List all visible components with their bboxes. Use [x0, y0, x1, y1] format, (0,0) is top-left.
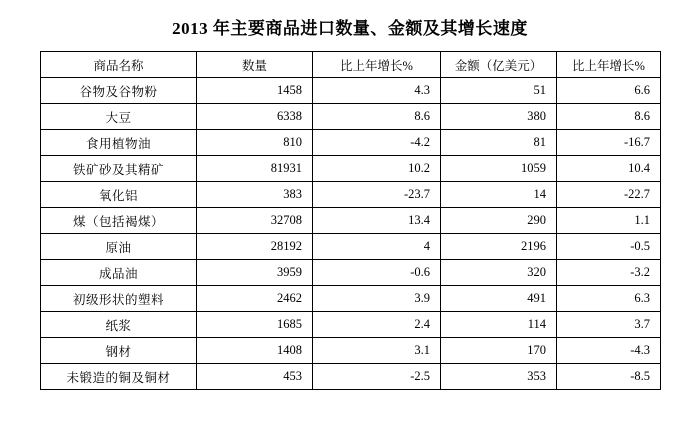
cell-quantity-growth: 2.4	[313, 312, 441, 338]
cell-amount: 81	[441, 130, 557, 156]
table-header	[41, 52, 661, 78]
table-row	[41, 260, 661, 286]
cell-quantity: 453	[197, 364, 313, 390]
table-row	[41, 130, 661, 156]
cell-quantity-growth: -2.5	[313, 364, 441, 390]
cell-quantity: 383	[197, 182, 313, 208]
table-container	[0, 51, 700, 390]
cell-goods-name: 钢材	[41, 338, 197, 364]
cell-quantity: 1408	[197, 338, 313, 364]
cell-goods-name: 谷物及谷物粉	[41, 78, 197, 104]
cell-amount: 380	[441, 104, 557, 130]
cell-quantity-growth: -23.7	[313, 182, 441, 208]
table-row	[41, 156, 661, 182]
cell-amount: 14	[441, 182, 557, 208]
cell-quantity-growth: -4.2	[313, 130, 441, 156]
cell-amount-growth: 6.3	[557, 286, 661, 312]
cell-amount: 1059	[441, 156, 557, 182]
column-header-amount-growth: 比上年增长%	[557, 52, 661, 78]
cell-quantity-growth: 4.3	[313, 78, 441, 104]
cell-amount: 353	[441, 364, 557, 390]
table-row	[41, 208, 661, 234]
cell-quantity: 810	[197, 130, 313, 156]
cell-quantity: 3959	[197, 260, 313, 286]
table-row	[41, 104, 661, 130]
cell-amount-growth: 6.6	[557, 78, 661, 104]
cell-goods-name: 未锻造的铜及铜材	[41, 364, 197, 390]
cell-amount-growth: 1.1	[557, 208, 661, 234]
table-header-row	[41, 52, 661, 78]
cell-amount-growth: -4.3	[557, 338, 661, 364]
cell-quantity: 6338	[197, 104, 313, 130]
cell-quantity: 32708	[197, 208, 313, 234]
cell-amount-growth: -0.5	[557, 234, 661, 260]
cell-quantity: 28192	[197, 234, 313, 260]
cell-quantity-growth: 10.2	[313, 156, 441, 182]
cell-quantity-growth: -0.6	[313, 260, 441, 286]
cell-amount-growth: 8.6	[557, 104, 661, 130]
cell-amount: 320	[441, 260, 557, 286]
cell-goods-name: 煤（包括褐煤）	[41, 208, 197, 234]
cell-quantity-growth: 3.9	[313, 286, 441, 312]
cell-quantity-growth: 13.4	[313, 208, 441, 234]
table-row	[41, 286, 661, 312]
cell-amount-growth: 10.4	[557, 156, 661, 182]
cell-amount: 51	[441, 78, 557, 104]
table-row	[41, 234, 661, 260]
cell-goods-name: 氧化铝	[41, 182, 197, 208]
cell-quantity: 2462	[197, 286, 313, 312]
column-header-amount: 金额（亿美元）	[441, 52, 557, 78]
cell-amount-growth: -3.2	[557, 260, 661, 286]
cell-goods-name: 原油	[41, 234, 197, 260]
table-row	[41, 312, 661, 338]
cell-goods-name: 食用植物油	[41, 130, 197, 156]
table-body	[41, 78, 661, 390]
cell-quantity-growth: 4	[313, 234, 441, 260]
cell-amount-growth: -16.7	[557, 130, 661, 156]
cell-goods-name: 铁矿砂及其精矿	[41, 156, 197, 182]
table-row	[41, 182, 661, 208]
table-row	[41, 338, 661, 364]
cell-amount: 2196	[441, 234, 557, 260]
import-goods-table	[40, 51, 661, 390]
table-row	[41, 78, 661, 104]
page-title: 2013 年主要商品进口数量、金额及其增长速度	[172, 19, 528, 38]
cell-goods-name: 纸浆	[41, 312, 197, 338]
cell-goods-name: 大豆	[41, 104, 197, 130]
cell-quantity: 1685	[197, 312, 313, 338]
cell-quantity-growth: 3.1	[313, 338, 441, 364]
column-header-goods-name: 商品名称	[41, 52, 197, 78]
cell-amount-growth: -22.7	[557, 182, 661, 208]
table-row	[41, 364, 661, 390]
cell-quantity-growth: 8.6	[313, 104, 441, 130]
cell-quantity: 81931	[197, 156, 313, 182]
cell-quantity: 1458	[197, 78, 313, 104]
column-header-quantity-growth: 比上年增长%	[313, 52, 441, 78]
cell-goods-name: 成品油	[41, 260, 197, 286]
column-header-quantity: 数量	[197, 52, 313, 78]
cell-goods-name: 初级形状的塑料	[41, 286, 197, 312]
cell-amount-growth: 3.7	[557, 312, 661, 338]
cell-amount: 170	[441, 338, 557, 364]
cell-amount: 491	[441, 286, 557, 312]
cell-amount: 290	[441, 208, 557, 234]
cell-amount: 114	[441, 312, 557, 338]
cell-amount-growth: -8.5	[557, 364, 661, 390]
